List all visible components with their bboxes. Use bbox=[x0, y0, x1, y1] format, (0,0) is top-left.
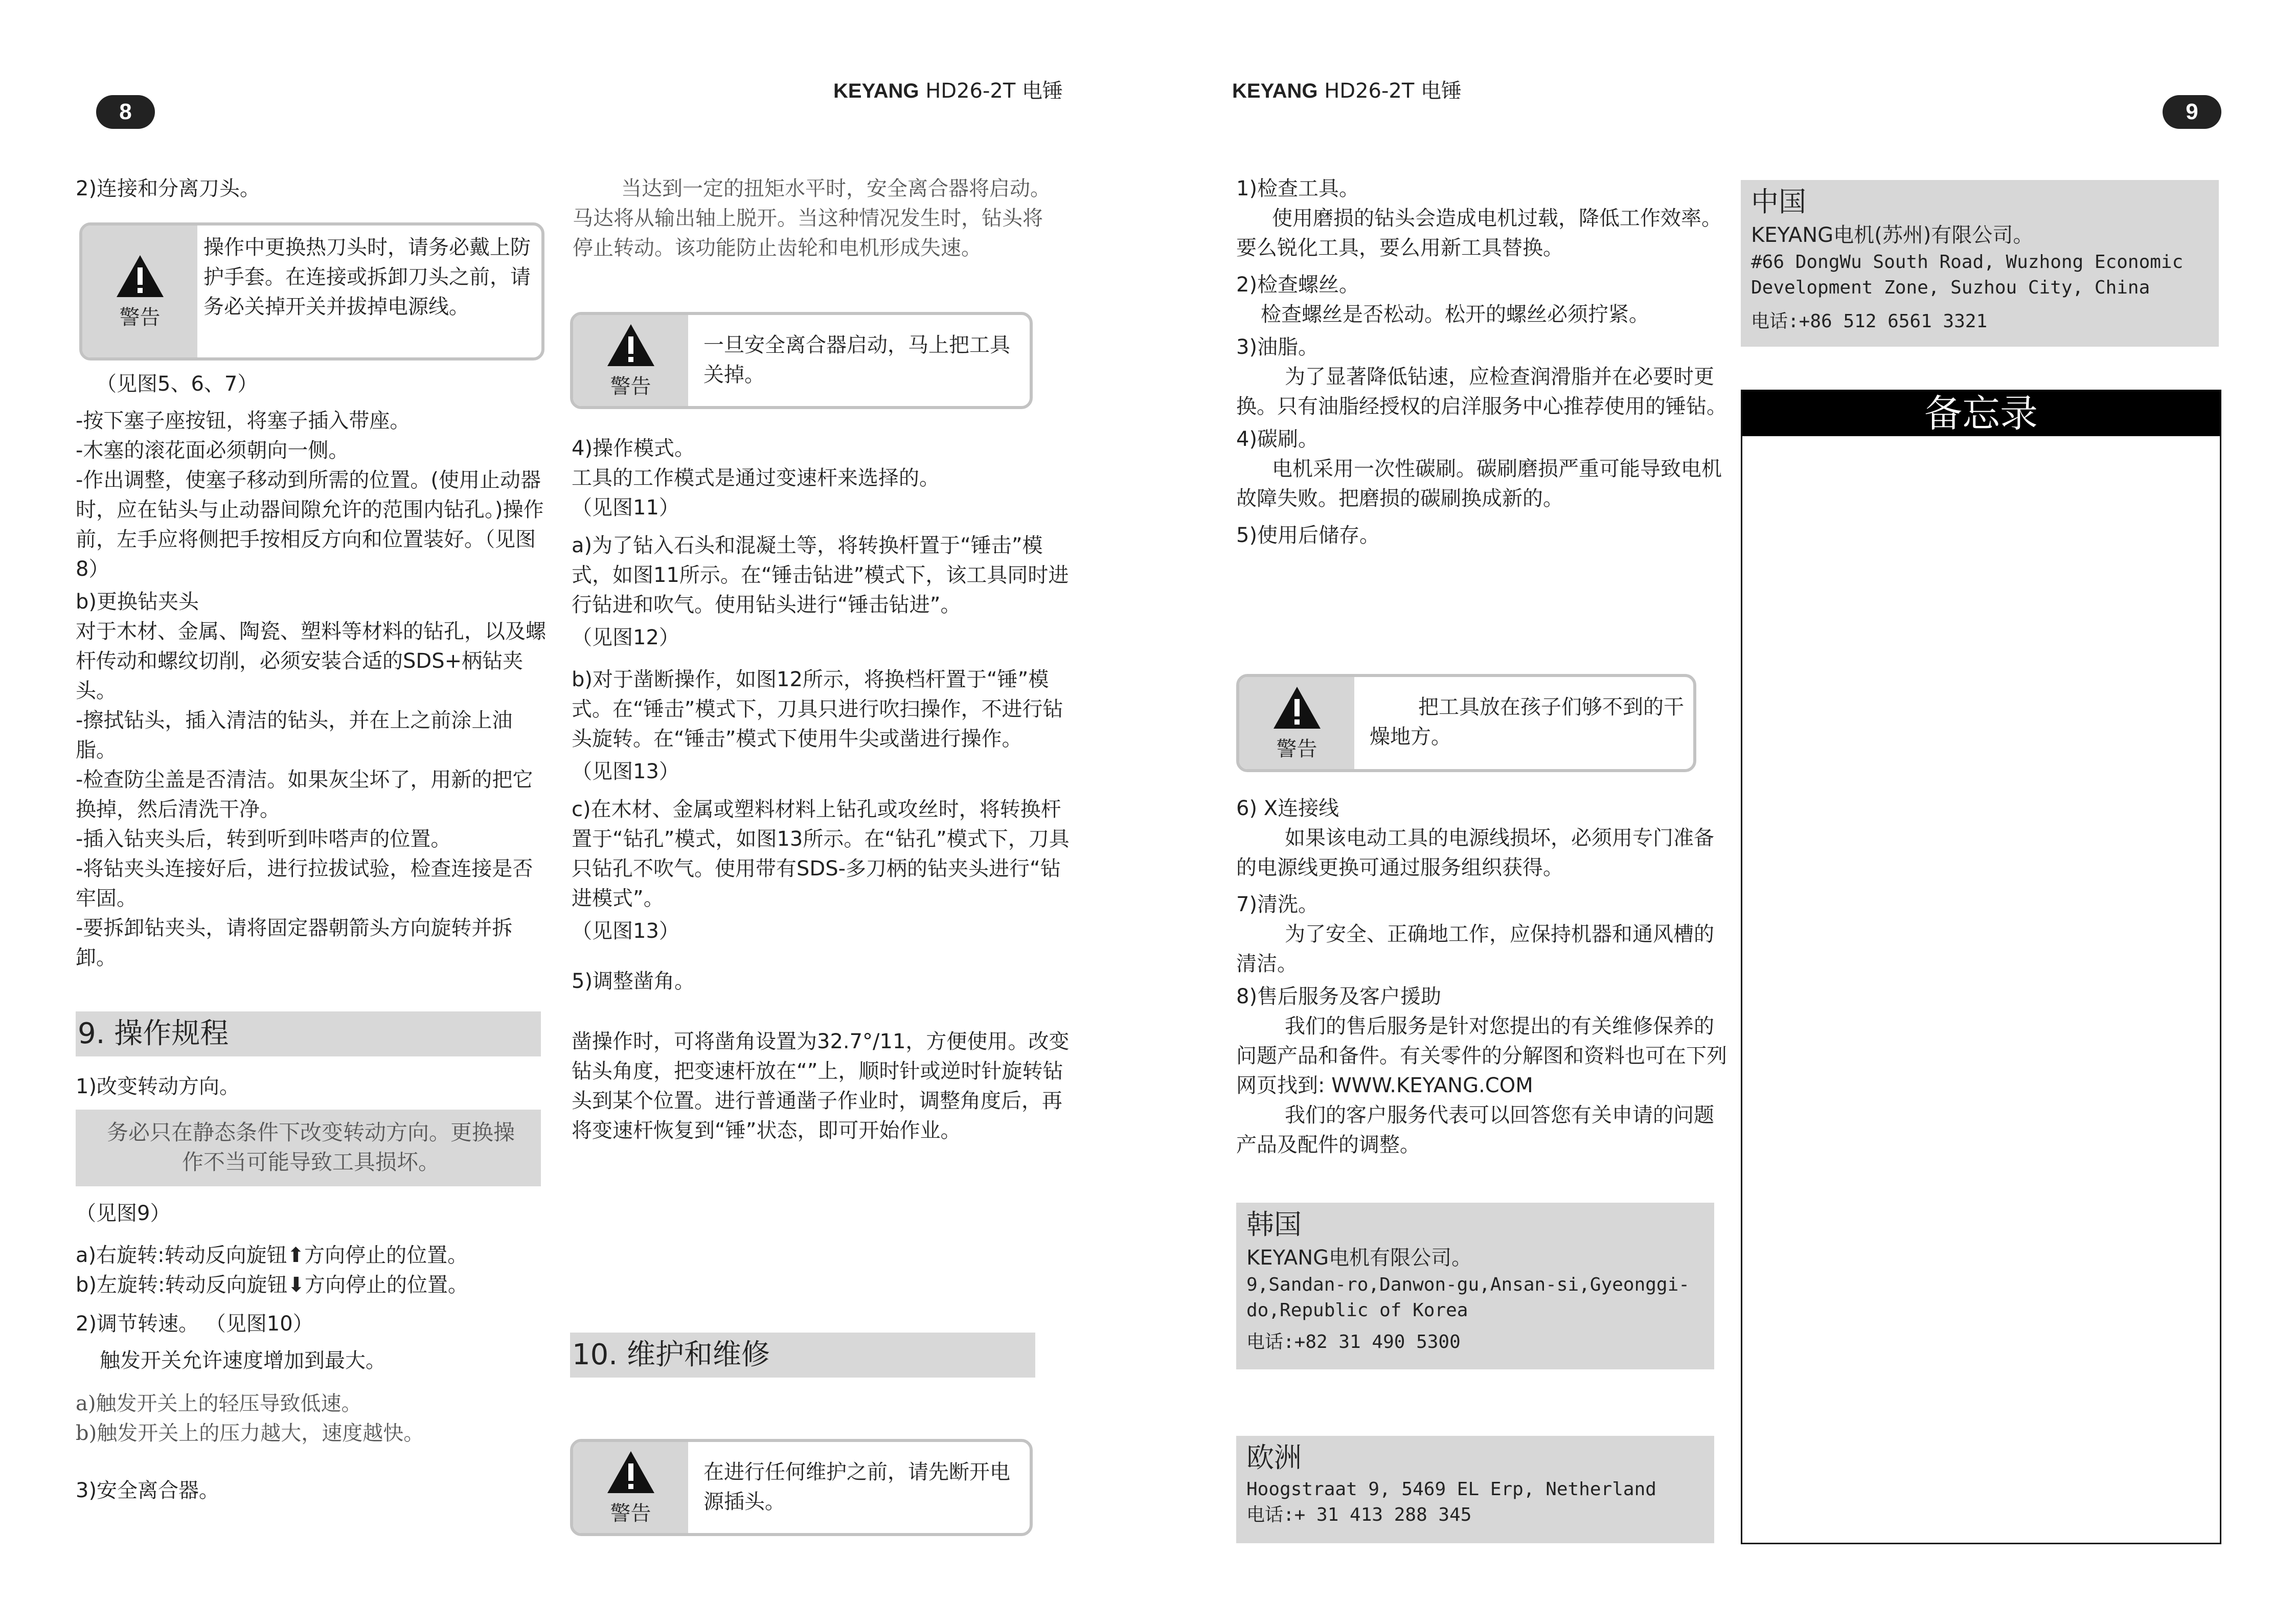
warning-box bbox=[1236, 674, 1696, 772]
warning-text: 在进行任何维护之前，请先断开电源插头。 bbox=[703, 1460, 1010, 1514]
page-number-left: 8 bbox=[96, 95, 155, 129]
warning-text: 把工具放在孩子们够不到的干燥地方。 bbox=[1370, 695, 1684, 749]
attach-heading: 2)连接和分离刀头。 bbox=[76, 177, 261, 200]
speed-a: a)触发开关上的轻压导致低速。 bbox=[76, 1392, 362, 1415]
rotation-b: b)左旋转:转动反向旋钮⬇方向停止的位置。 bbox=[76, 1273, 468, 1297]
warning-icon: 警告 bbox=[573, 1442, 688, 1533]
speed-heading: 2)调节转速。 （见图10） bbox=[76, 1312, 313, 1336]
warning-icon: 警告 bbox=[82, 226, 197, 357]
fig9-ref: （见图9） bbox=[76, 1202, 171, 1225]
c2-modes: 4)操作模式。 工具的工作模式是通过变速杆来选择的。 （见图11） a)为了钻入石头和混凝土等，将转换杆置于“锤击”模式，如图11所示。在“锤击钻进”模式下，该工具同时进行钻进和吹气。使用钻头进行“锤击钻进”。 （见图12） b)对于凿断操作，如图12所示，将换档杆置于“锤”模式。在“锤击”模式下，刀具只进行吹扫操作，不进行钻头旋转。在“锤击”模式下使用牛尖或凿进行操作。 （见图13） c)在木材、金属或塑料材料上钻孔或攻丝时，将转换杆置于“钻孔”模式，如图13所示。在“钻孔”模式下，刀具只钻孔不吹气。使用带有SDS-多刀柄的钻夹头进行“钻进模式”。 （见图13） 5)调整凿角。 凿操作时，可将凿角设置为32.7°/11，方便使用。改变钻头角度，把变速杆放在“”上，顺时针或逆时针旋转钻头到某个位置。进行普通凿子作业时，调整角度后，再将变速杆恢复到“锤”状态，即可开始作业。 bbox=[572, 437, 1070, 1142]
section-9-title: 9. 操作规程 bbox=[76, 1011, 541, 1056]
speed-text: 触发开关允许速度增加到最大。 bbox=[100, 1349, 386, 1372]
c1-list: （见图5、6、7） -按下塞子座按钮，将塞子插入带座。 -木塞的滚花面必须朝向一侧。 -作出调整，使塞子移动到所需的位置。(使用止动器时，应在钻头与止动器间隙允许的范围内钻孔。)操作前，左手应将侧把手按相反方向和位置装好。（见图8） b)更换钻夹头 对于木材、金属、陶瓷、塑料等材料的钻孔，以及螺杆传动和螺纹切削，必须安装合适的SDS+柄钻夹头。 -擦拭钻头，插入清洁的钻头，并在上之前涂上油脂。 -检查防尘盖是否清洁。如果灰尘坏了，用新的把它换掉，然后清洗干净。 -插入钻夹头后，转到听到咔嗒声的位置。 -将钻夹头连接好后，进行拉拔试验，检查连接是否牢固。 -要拆卸钻夹头，请将固定器朝箭头方向旋转并拆卸。 bbox=[76, 372, 546, 970]
memo-title: 备忘录 bbox=[1742, 391, 2220, 436]
warning-box bbox=[570, 312, 1033, 409]
page-number-right: 9 bbox=[2163, 95, 2221, 129]
c3-service: 6) X连接线 如果该电动工具的电源线损坏，必须用专门准备的电源线更换可通过服务组织获得。 7)清洗。 为了安全、正确地工作，应保持机器和通风槽的清洁。 8)售后服务及客户援助 我们的售后服务是针对您提出的有关维修保养的问题产品和备件。有关零件的分解图和资料也可在下列网页找到: WWW.KEYANG.COM 我们的客户服务代表可以回答您有关申请的问题产品及配件的调整。 bbox=[1236, 797, 1727, 1157]
c3-maint: 1)检查工具。 使用磨损的钻头会造成电机过载，降低工作效率。要么锐化工具，要么用新工具替换。 2)检查螺丝。 检查螺丝是否松动。松开的螺丝必须拧紧。 3)油脂。 为了显著降低钻速，应检查润滑脂并在必要时更换。只有油脂经授权的启洋服务中心推荐使用的锤钻。 4)碳刷。 电机采用一次性碳刷。碳刷磨损严重可能导致电机故障失败。把磨损的碳刷换成新的。 5)使用后储存。 bbox=[1236, 177, 1727, 547]
speed-b: b)触发开关上的压力越大，速度越快。 bbox=[76, 1422, 424, 1445]
warning-box bbox=[79, 222, 544, 360]
memo-box bbox=[1741, 390, 2221, 1544]
address-korea: 韩国 KEYANG电机有限公司。 9,Sandan-ro,Danwon-gu,Ansan-si,Gyeonggi-do,Republic of Korea 电话:+82 31 490 5300 bbox=[1236, 1203, 1714, 1369]
warning-box bbox=[570, 1439, 1033, 1536]
warning-icon: 警告 bbox=[573, 315, 688, 406]
brand-logo: KEYANG bbox=[1232, 80, 1318, 102]
address-china: 中国 KEYANG电机(苏州)有限公司。 #66 DongWu South Road, Wuzhong Economic Development Zone, Suzhou City, China 电话:+86 512 6561 3321 bbox=[1741, 180, 2219, 347]
clutch-text: 当达到一定的扭矩水平时，安全离合器将启动。马达将从输出轴上脱开。当这种情况发生时，钻头将停止转动。该功能防止齿轮和电机形成失速。 bbox=[573, 177, 1051, 260]
section-10-title: 10. 维护和维修 bbox=[570, 1333, 1035, 1378]
rotation-a: a)右旋转:转动反向旋钮⬆方向停止的位置。 bbox=[76, 1244, 468, 1267]
brand-logo: KEYANG bbox=[833, 80, 919, 102]
header-left: KEYANG HD26-2T 电锤 bbox=[833, 79, 1063, 103]
rotation-heading: 1)改变转动方向。 bbox=[76, 1075, 240, 1098]
address-europe: 欧洲 Hoogstraat 9, 5469 EL Erp, Netherland 电话:+ 31 413 288 345 bbox=[1236, 1436, 1714, 1543]
warning-text: 一旦安全离合器启动，马上把工具关掉。 bbox=[703, 333, 1010, 387]
clutch-heading: 3)安全离合器。 bbox=[76, 1479, 220, 1502]
rotation-note: 务必只在静态条件下改变转动方向。更换操作不当可能导致工具损坏。 bbox=[76, 1110, 541, 1186]
warning-text: 操作中更换热刀头时，请务必戴上防护手套。在连接或拆卸刀头之前，请务必关掉开关并拔掉电源线。 bbox=[203, 236, 531, 319]
header-right: KEYANG HD26-2T 电锤 bbox=[1232, 79, 1462, 103]
warning-icon: 警告 bbox=[1239, 677, 1354, 769]
